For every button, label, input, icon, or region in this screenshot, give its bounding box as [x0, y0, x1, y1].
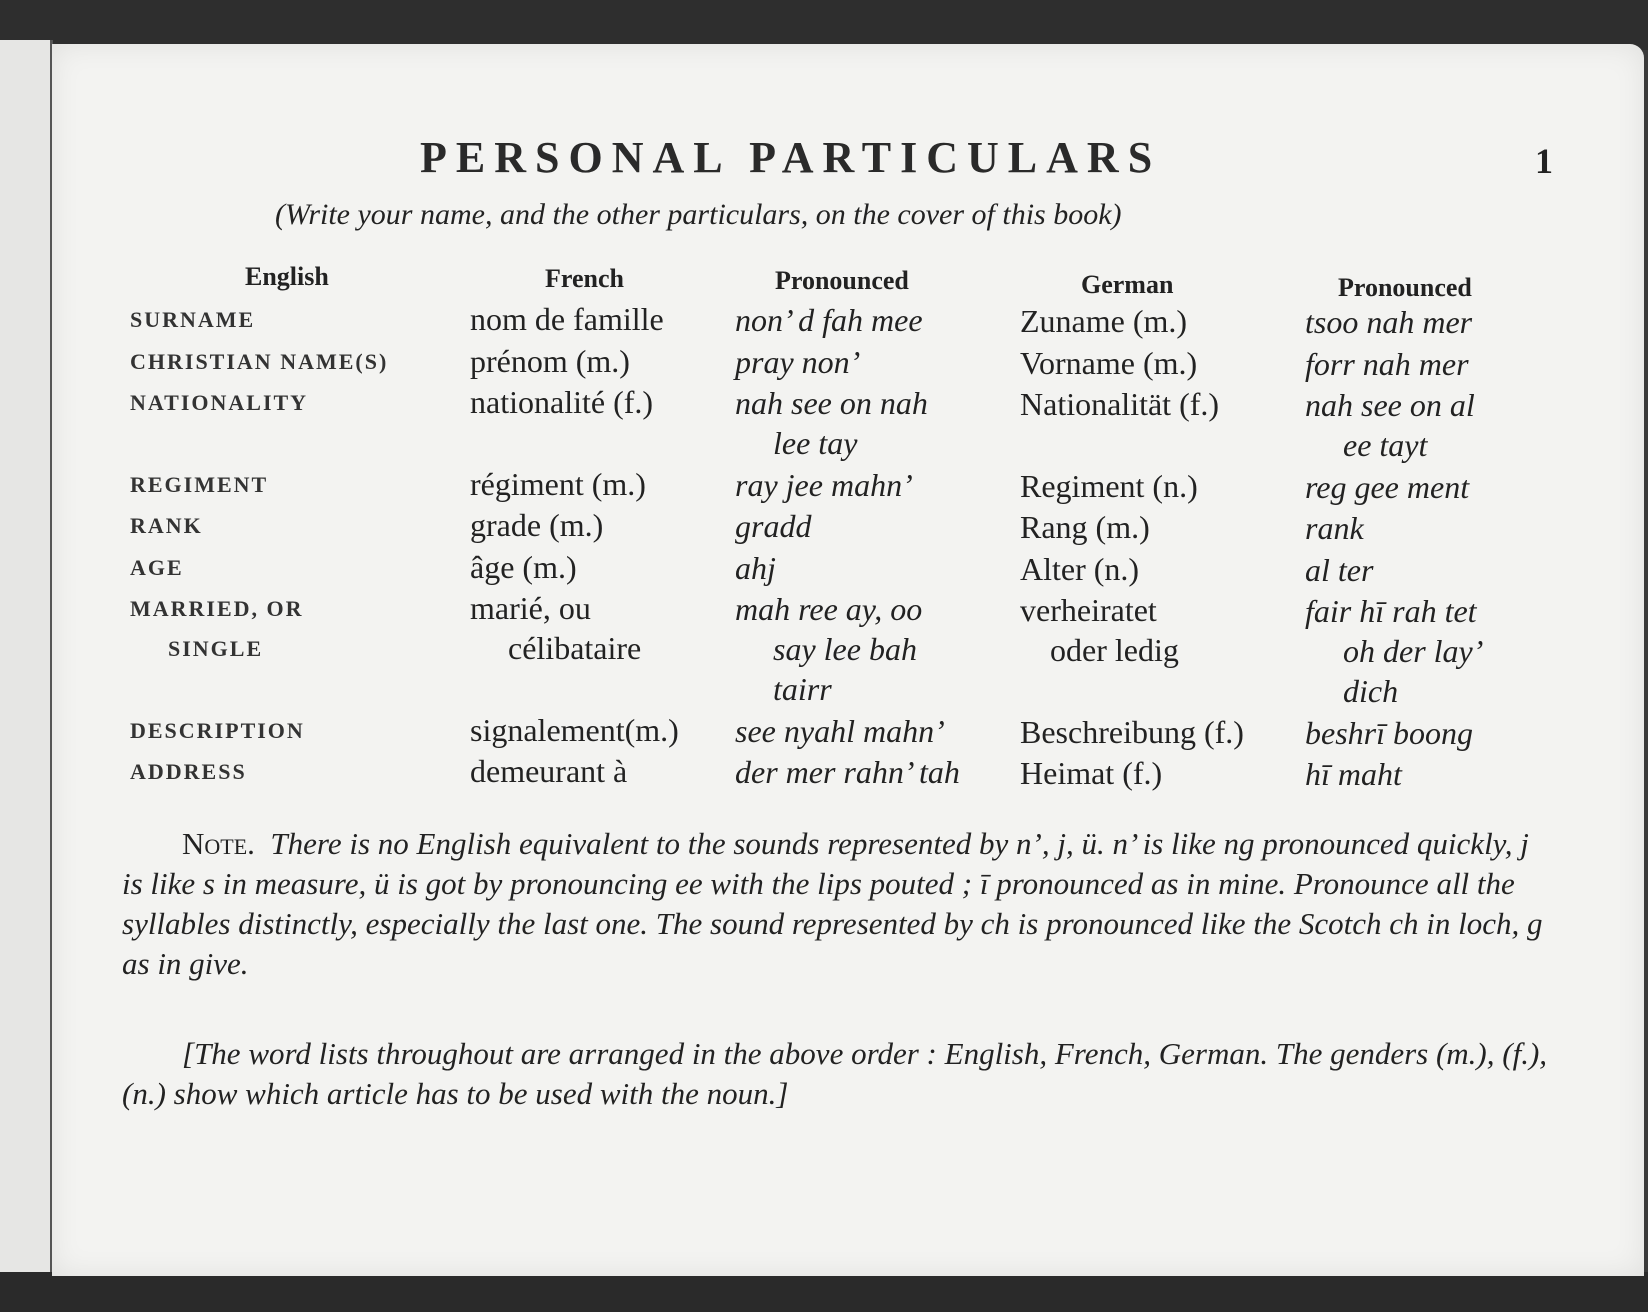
cell-de: Alter (n.) [1020, 550, 1140, 587]
cell-fr: signalement(m.) [470, 711, 679, 748]
cell-fr: prénom (m.) [470, 342, 630, 379]
cell-frp: ahj [735, 549, 776, 586]
cell-frp: nah see on nah [735, 385, 928, 421]
cell-dep: al ter [1305, 551, 1374, 588]
cell-fr: marié, ou [470, 590, 591, 626]
cell-de: Vorname (m.) [1020, 344, 1198, 381]
cell-frp: tairr [773, 671, 832, 707]
facing-page-edge [0, 40, 53, 1280]
cell-en: SINGLE [168, 636, 264, 661]
cell-dep: hī maht [1305, 756, 1402, 792]
note-lead: Note. [182, 826, 255, 861]
cell-fr: nationalité (f.) [470, 384, 654, 420]
cell-dep: oh der lay’ [1343, 633, 1484, 669]
header-french: French [545, 264, 624, 293]
cell-frp: say lee bah [773, 631, 917, 667]
cell-fr: âge (m.) [470, 548, 577, 585]
cell-en: RANK [130, 513, 203, 538]
cell-dep: beshrī boong [1305, 714, 1473, 751]
cell-en: NATIONALITY [130, 390, 309, 415]
cell-de: verheiratet [1020, 592, 1157, 628]
page-number: 1 [1535, 141, 1553, 181]
header-english: English [245, 262, 329, 291]
cell-fr: régiment (m.) [470, 465, 646, 502]
cell-de: Nationalität (f.) [1020, 386, 1220, 422]
cell-en: DESCRIPTION [130, 717, 305, 743]
cell-dep: forr nah mer [1305, 345, 1469, 382]
cell-de: Rang (m.) [1020, 509, 1150, 545]
cell-de: Zuname (m.) [1020, 303, 1188, 339]
cell-frp: ray jee mahn’ [735, 466, 913, 503]
cell-fr: célibataire [508, 630, 642, 666]
header-german: German [1081, 270, 1174, 299]
cell-dep: fair hī rah tet [1305, 593, 1477, 629]
cell-de: Regiment (n.) [1020, 467, 1198, 504]
cell-de: oder ledig [1050, 632, 1179, 668]
cell-en: MARRIED, OR [130, 596, 304, 621]
cell-de: Beschreibung (f.) [1020, 713, 1244, 750]
cell-frp: der mer rahn’ tah [735, 754, 960, 790]
scan-bottom-border [0, 1272, 1648, 1312]
cell-en: SURNAME [130, 307, 256, 332]
cell-en: AGE [130, 554, 184, 580]
cell-frp: gradd [735, 508, 812, 544]
page-title: PERSONAL PARTICULARS [420, 133, 1162, 182]
cell-dep: rank [1305, 510, 1364, 546]
cell-en: ADDRESS [130, 759, 247, 784]
cell-fr: grade (m.) [470, 507, 604, 543]
cell-dep: reg gee ment [1305, 468, 1470, 505]
cell-frp: non’ d fah mee [735, 302, 923, 338]
header-german-pronounced: Pronounced [1338, 273, 1472, 302]
cell-fr: demeurant à [470, 753, 628, 789]
header-french-pronounced: Pronounced [775, 266, 909, 295]
pronunciation-note [122, 824, 1547, 984]
cell-en: CHRISTIAN NAME(S) [130, 348, 389, 374]
cell-de: Heimat (f.) [1020, 755, 1163, 791]
cell-dep: nah see on al [1305, 387, 1475, 423]
cell-frp: lee tay [773, 425, 858, 461]
note-text: There is no English equivalent to the sounds represented by n’, j, ü. n’ is like ng pronounced quickly, j is like s in measure, ü is got by pronouncing ee with the lips pouted ; ī pronounced as in mine. Pronounce all the syllables distinctly, especially the last one. The sound represented by ch is pronounced like the Scotch ch in loch, g as in give. [122, 826, 1543, 981]
cell-dep: tsoo nah mer [1305, 304, 1473, 340]
cell-frp: see nyahl mahn’ [735, 712, 945, 749]
cell-dep: ee tayt [1343, 427, 1428, 463]
scan-top-border [0, 0, 1648, 50]
cell-fr: nom de famille [470, 301, 664, 337]
page-subtitle: (Write your name, and the other particulars, on the cover of this book) [275, 198, 1122, 231]
word-list-note: [The word lists throughout are arranged in the above order : English, French, German. The genders (m.), (f.), (n.) show which article has to be used with the noun.] [122, 1036, 1548, 1111]
cell-en: REGIMENT [130, 471, 269, 497]
cell-frp: mah ree ay, oo [735, 591, 923, 627]
cell-frp: pray non’ [735, 343, 861, 380]
cell-dep: dich [1343, 673, 1399, 709]
